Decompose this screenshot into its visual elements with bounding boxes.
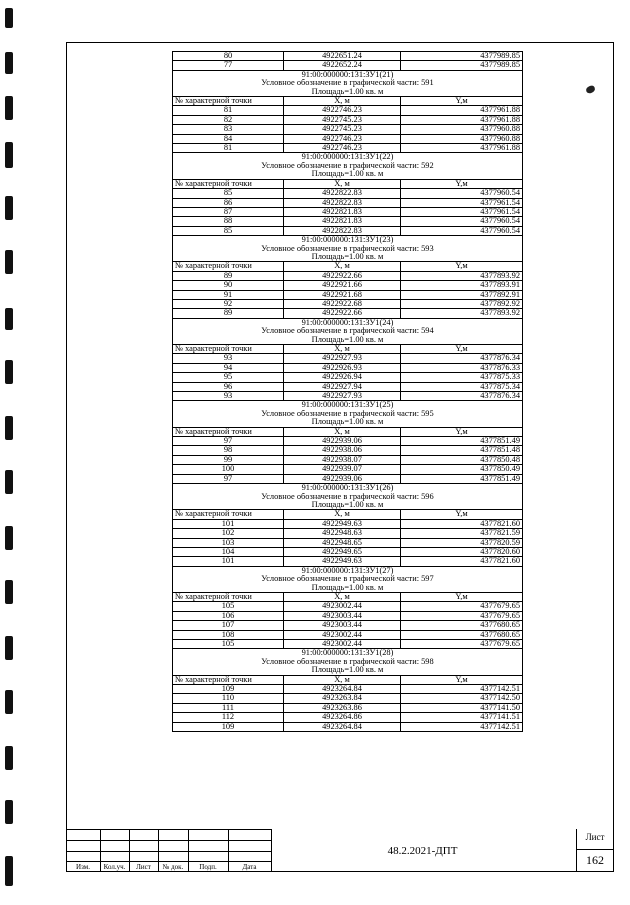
binding-mark xyxy=(5,52,13,74)
point-number-cell: 97 xyxy=(173,474,284,483)
column-header-row xyxy=(173,97,523,106)
sheet-number: 162 xyxy=(586,853,604,867)
section-heading-row xyxy=(173,336,523,345)
column-header-y: Y,м xyxy=(401,345,523,354)
table-row xyxy=(173,465,523,474)
cadastral-number: 91:00:000000:131:ЗУ1(22) xyxy=(173,153,523,162)
column-header-x: X, м xyxy=(284,675,401,684)
column-header-x: X, м xyxy=(284,345,401,354)
table-row xyxy=(173,207,523,216)
table-row xyxy=(173,538,523,547)
table-row xyxy=(173,685,523,694)
binding-mark xyxy=(5,856,13,886)
section-heading-row xyxy=(173,170,523,179)
table-row xyxy=(173,392,523,401)
point-number-cell: 84 xyxy=(173,134,284,143)
y-coordinate-cell: 4377679.65 xyxy=(401,611,523,620)
x-coordinate-cell: 4923003.44 xyxy=(284,621,401,630)
graphic-designation: Условное обозначение в графической части: 594 xyxy=(173,327,523,335)
area-value: Площадь=1.00 кв. м xyxy=(173,336,523,345)
binding-mark xyxy=(5,196,13,220)
section-heading-row xyxy=(173,566,523,575)
table-row xyxy=(173,106,523,115)
y-coordinate-cell: 4377961.88 xyxy=(401,144,523,153)
point-number-cell: 93 xyxy=(173,354,284,363)
binding-mark xyxy=(5,8,13,28)
y-coordinate-cell: 4377875.34 xyxy=(401,382,523,391)
table-row xyxy=(173,198,523,207)
point-number-cell: 91 xyxy=(173,290,284,299)
point-number-cell: 90 xyxy=(173,281,284,290)
y-coordinate-cell: 4377876.34 xyxy=(401,354,523,363)
column-header-row xyxy=(173,675,523,684)
column-header-row xyxy=(173,427,523,436)
point-number-cell: 106 xyxy=(173,611,284,620)
table-row xyxy=(173,446,523,455)
graphic-designation: Условное обозначение в графической части: 592 xyxy=(173,162,523,170)
column-header-y: Y,м xyxy=(401,179,523,188)
y-coordinate-cell: 4377960.54 xyxy=(401,217,523,226)
point-number-cell: 99 xyxy=(173,455,284,464)
column-header-y: Y,м xyxy=(401,262,523,271)
y-coordinate-cell: 4377679.65 xyxy=(401,640,523,649)
column-header-point: № характерной точки xyxy=(173,592,284,601)
x-coordinate-cell: 4922821.83 xyxy=(284,207,401,216)
table-row xyxy=(173,354,523,363)
x-coordinate-cell: 4922745.23 xyxy=(284,125,401,134)
column-header-row xyxy=(173,592,523,601)
section-heading-row xyxy=(173,253,523,262)
point-number-cell: 96 xyxy=(173,382,284,391)
y-coordinate-cell: 4377680.65 xyxy=(401,630,523,639)
point-number-cell: 104 xyxy=(173,547,284,556)
binding-mark xyxy=(5,250,13,274)
y-coordinate-cell: 4377142.51 xyxy=(401,722,523,731)
table-row xyxy=(173,621,523,630)
title-block xyxy=(66,829,614,872)
point-number-cell: 95 xyxy=(173,373,284,382)
x-coordinate-cell: 4922938.06 xyxy=(284,446,401,455)
x-coordinate-cell: 4922746.23 xyxy=(284,106,401,115)
title-block-label-signature: Подп. xyxy=(199,863,217,871)
point-number-cell: 101 xyxy=(173,557,284,566)
table-row xyxy=(173,529,523,538)
column-header-point: № характерной точки xyxy=(173,179,284,188)
point-number-cell: 97 xyxy=(173,437,284,446)
y-coordinate-cell: 4377961.88 xyxy=(401,106,523,115)
table-row xyxy=(173,271,523,280)
point-number-cell: 94 xyxy=(173,363,284,372)
section-heading-row xyxy=(173,418,523,427)
area-value: Площадь=1.00 кв. м xyxy=(173,584,523,593)
graphic-designation: Условное обозначение в графической части: 598 xyxy=(173,658,523,666)
table-row xyxy=(173,474,523,483)
binding-mark xyxy=(5,360,13,384)
table-row xyxy=(173,115,523,124)
binding-mark xyxy=(5,308,13,330)
section-heading-row xyxy=(173,162,523,170)
section-heading-row xyxy=(173,79,523,87)
binding-mark xyxy=(5,96,13,120)
section-heading-row xyxy=(173,584,523,593)
x-coordinate-cell: 4922927.94 xyxy=(284,382,401,391)
table-row xyxy=(173,61,523,70)
x-coordinate-cell: 4922948.65 xyxy=(284,538,401,547)
y-coordinate-cell: 4377876.34 xyxy=(401,392,523,401)
table-row xyxy=(173,713,523,722)
y-coordinate-cell: 4377141.50 xyxy=(401,703,523,712)
table-row xyxy=(173,519,523,528)
x-coordinate-cell: 4923002.44 xyxy=(284,602,401,611)
table-row xyxy=(173,437,523,446)
y-coordinate-cell: 4377142.50 xyxy=(401,694,523,703)
binding-mark xyxy=(5,580,13,604)
column-header-y: Y,м xyxy=(401,675,523,684)
point-number-cell: 93 xyxy=(173,392,284,401)
point-number-cell: 87 xyxy=(173,207,284,216)
table-row xyxy=(173,144,523,153)
binding-mark xyxy=(5,470,13,494)
y-coordinate-cell: 4377960.88 xyxy=(401,125,523,134)
section-heading-row xyxy=(173,318,523,327)
area-value: Площадь=1.00 кв. м xyxy=(173,88,523,97)
x-coordinate-cell: 4922949.65 xyxy=(284,547,401,556)
section-heading-row xyxy=(173,410,523,418)
y-coordinate-cell: 4377850.48 xyxy=(401,455,523,464)
table-row xyxy=(173,363,523,372)
x-coordinate-cell: 4922821.83 xyxy=(284,217,401,226)
point-number-cell: 77 xyxy=(173,61,284,70)
point-number-cell: 81 xyxy=(173,144,284,153)
title-block-label-doc-number: № док. xyxy=(162,863,184,871)
graphic-designation: Условное обозначение в графической части: 596 xyxy=(173,493,523,501)
table-row xyxy=(173,455,523,464)
title-block-label-change: Изм. xyxy=(76,863,90,871)
section-heading-row xyxy=(173,88,523,97)
y-coordinate-cell: 4377892.91 xyxy=(401,290,523,299)
table-row xyxy=(173,281,523,290)
cadastral-number: 91:00:000000:131:ЗУ1(23) xyxy=(173,236,523,245)
y-coordinate-cell: 4377893.91 xyxy=(401,281,523,290)
x-coordinate-cell: 4923264.86 xyxy=(284,713,401,722)
binding-mark xyxy=(5,416,13,440)
x-coordinate-cell: 4922949.63 xyxy=(284,519,401,528)
section-heading-row xyxy=(173,649,523,658)
graphic-designation: Условное обозначение в графической части: 597 xyxy=(173,575,523,583)
table-row xyxy=(173,52,523,61)
y-coordinate-cell: 4377820.59 xyxy=(401,538,523,547)
section-heading-row xyxy=(173,401,523,410)
y-coordinate-cell: 4377851.49 xyxy=(401,437,523,446)
y-coordinate-cell: 4377850.49 xyxy=(401,465,523,474)
section-heading-row xyxy=(173,575,523,583)
column-header-x: X, м xyxy=(284,592,401,601)
point-number-cell: 110 xyxy=(173,694,284,703)
column-header-x: X, м xyxy=(284,179,401,188)
y-coordinate-cell: 4377893.92 xyxy=(401,271,523,280)
y-coordinate-cell: 4377851.48 xyxy=(401,446,523,455)
x-coordinate-cell: 4923002.44 xyxy=(284,640,401,649)
point-number-cell: 111 xyxy=(173,703,284,712)
x-coordinate-cell: 4922939.06 xyxy=(284,474,401,483)
point-number-cell: 80 xyxy=(173,52,284,61)
table-row xyxy=(173,722,523,731)
x-coordinate-cell: 4922939.07 xyxy=(284,465,401,474)
section-heading-row xyxy=(173,236,523,245)
column-header-y: Y,м xyxy=(401,510,523,519)
y-coordinate-cell: 4377961.88 xyxy=(401,115,523,124)
sheet-label: Лист xyxy=(585,832,605,842)
point-number-cell: 89 xyxy=(173,309,284,318)
section-heading-row xyxy=(173,493,523,501)
point-number-cell: 105 xyxy=(173,640,284,649)
table-row xyxy=(173,694,523,703)
section-heading-row xyxy=(173,658,523,666)
column-header-point: № характерной точки xyxy=(173,262,284,271)
cadastral-number: 91:00:000000:131:ЗУ1(28) xyxy=(173,649,523,658)
x-coordinate-cell: 4923263.86 xyxy=(284,703,401,712)
y-coordinate-cell: 4377141.51 xyxy=(401,713,523,722)
point-number-cell: 82 xyxy=(173,115,284,124)
binding-mark xyxy=(5,690,13,714)
binding-mark xyxy=(5,636,13,660)
column-header-point: № характерной точки xyxy=(173,345,284,354)
y-coordinate-cell: 4377892.92 xyxy=(401,299,523,308)
column-header-point: № характерной точки xyxy=(173,675,284,684)
y-coordinate-cell: 4377875.33 xyxy=(401,373,523,382)
x-coordinate-cell: 4922746.23 xyxy=(284,134,401,143)
x-coordinate-cell: 4923264.84 xyxy=(284,685,401,694)
column-header-point: № характерной точки xyxy=(173,510,284,519)
column-header-point: № характерной точки xyxy=(173,427,284,436)
y-coordinate-cell: 4377821.60 xyxy=(401,519,523,528)
y-coordinate-cell: 4377821.60 xyxy=(401,557,523,566)
x-coordinate-cell: 4922651.24 xyxy=(284,52,401,61)
x-coordinate-cell: 4923264.84 xyxy=(284,722,401,731)
point-number-cell: 85 xyxy=(173,226,284,235)
x-coordinate-cell: 4923003.44 xyxy=(284,611,401,620)
section-heading-row xyxy=(173,153,523,162)
point-number-cell: 108 xyxy=(173,630,284,639)
table-row xyxy=(173,382,523,391)
point-number-cell: 83 xyxy=(173,125,284,134)
column-header-row xyxy=(173,510,523,519)
y-coordinate-cell: 4377989.85 xyxy=(401,52,523,61)
y-coordinate-cell: 4377960.88 xyxy=(401,134,523,143)
column-header-y: Y,м xyxy=(401,592,523,601)
column-header-x: X, м xyxy=(284,97,401,106)
table-row xyxy=(173,373,523,382)
binding-mark xyxy=(5,526,13,550)
table-row xyxy=(173,547,523,556)
area-value: Площадь=1.00 кв. м xyxy=(173,418,523,427)
title-block-label-sheet: Лист xyxy=(136,863,151,871)
point-number-cell: 102 xyxy=(173,529,284,538)
column-header-row xyxy=(173,262,523,271)
binding-mark xyxy=(5,746,13,770)
column-header-y: Y,м xyxy=(401,427,523,436)
cadastral-number: 91:00:000000:131:ЗУ1(27) xyxy=(173,566,523,575)
table-row xyxy=(173,134,523,143)
point-number-cell: 100 xyxy=(173,465,284,474)
point-number-cell: 105 xyxy=(173,602,284,611)
table-row xyxy=(173,290,523,299)
document-code: 48.2.2021-ДПТ xyxy=(387,845,458,857)
section-heading-row xyxy=(173,501,523,510)
table-row xyxy=(173,299,523,308)
graphic-designation: Условное обозначение в графической части: 595 xyxy=(173,410,523,418)
x-coordinate-cell: 4922822.83 xyxy=(284,198,401,207)
x-coordinate-cell: 4922745.23 xyxy=(284,115,401,124)
x-coordinate-cell: 4922927.93 xyxy=(284,392,401,401)
x-coordinate-cell: 4922922.68 xyxy=(284,299,401,308)
x-coordinate-cell: 4922948.63 xyxy=(284,529,401,538)
binding-mark xyxy=(5,800,13,824)
point-number-cell: 101 xyxy=(173,519,284,528)
y-coordinate-cell: 4377821.59 xyxy=(401,529,523,538)
area-value: Площадь=1.00 кв. м xyxy=(173,170,523,179)
x-coordinate-cell: 4922939.06 xyxy=(284,437,401,446)
table-row xyxy=(173,611,523,620)
x-coordinate-cell: 4922921.68 xyxy=(284,290,401,299)
cadastral-number: 91:00:000000:131:ЗУ1(21) xyxy=(173,70,523,79)
x-coordinate-cell: 4922746.23 xyxy=(284,144,401,153)
section-heading-row xyxy=(173,327,523,335)
x-coordinate-cell: 4923263.84 xyxy=(284,694,401,703)
table-row xyxy=(173,602,523,611)
binding-mark xyxy=(5,142,13,168)
section-heading-row xyxy=(173,245,523,253)
coordinates-table xyxy=(172,51,523,732)
y-coordinate-cell: 4377961.54 xyxy=(401,207,523,216)
point-number-cell: 92 xyxy=(173,299,284,308)
y-coordinate-cell: 4377960.54 xyxy=(401,226,523,235)
x-coordinate-cell: 4922822.83 xyxy=(284,226,401,235)
cadastral-number: 91:00:000000:131:ЗУ1(26) xyxy=(173,484,523,493)
column-header-x: X, м xyxy=(284,510,401,519)
cadastral-number: 91:00:000000:131:ЗУ1(24) xyxy=(173,318,523,327)
point-number-cell: 112 xyxy=(173,713,284,722)
table-row xyxy=(173,557,523,566)
y-coordinate-cell: 4377989.85 xyxy=(401,61,523,70)
x-coordinate-cell: 4922949.63 xyxy=(284,557,401,566)
title-block-label-date: Дата xyxy=(242,863,257,871)
column-header-row xyxy=(173,179,523,188)
column-header-y: Y,м xyxy=(401,97,523,106)
area-value: Площадь=1.00 кв. м xyxy=(173,253,523,262)
point-number-cell: 89 xyxy=(173,271,284,280)
table-row xyxy=(173,309,523,318)
point-number-cell: 98 xyxy=(173,446,284,455)
y-coordinate-cell: 4377679.65 xyxy=(401,602,523,611)
x-coordinate-cell: 4922926.94 xyxy=(284,373,401,382)
point-number-cell: 85 xyxy=(173,189,284,198)
table-row xyxy=(173,125,523,134)
point-number-cell: 107 xyxy=(173,621,284,630)
x-coordinate-cell: 4922921.66 xyxy=(284,281,401,290)
point-number-cell: 109 xyxy=(173,722,284,731)
table-row xyxy=(173,217,523,226)
area-value: Площадь=1.00 кв. м xyxy=(173,501,523,510)
x-coordinate-cell: 4923002.44 xyxy=(284,630,401,639)
point-number-cell: 86 xyxy=(173,198,284,207)
x-coordinate-cell: 4922652.24 xyxy=(284,61,401,70)
table-row xyxy=(173,703,523,712)
x-coordinate-cell: 4922927.93 xyxy=(284,354,401,363)
x-coordinate-cell: 4922922.66 xyxy=(284,271,401,280)
point-number-cell: 109 xyxy=(173,685,284,694)
column-header-x: X, м xyxy=(284,262,401,271)
column-header-row xyxy=(173,345,523,354)
table-row xyxy=(173,630,523,639)
point-number-cell: 81 xyxy=(173,106,284,115)
table-row xyxy=(173,189,523,198)
y-coordinate-cell: 4377680.65 xyxy=(401,621,523,630)
section-heading-row xyxy=(173,484,523,493)
cadastral-number: 91:00:000000:131:ЗУ1(25) xyxy=(173,401,523,410)
title-block-label-count: Кол.уч. xyxy=(103,863,126,871)
table-row xyxy=(173,226,523,235)
graphic-designation: Условное обозначение в графической части: 591 xyxy=(173,79,523,87)
y-coordinate-cell: 4377142.51 xyxy=(401,685,523,694)
y-coordinate-cell: 4377876.33 xyxy=(401,363,523,372)
y-coordinate-cell: 4377961.54 xyxy=(401,198,523,207)
x-coordinate-cell: 4922938.07 xyxy=(284,455,401,464)
point-number-cell: 88 xyxy=(173,217,284,226)
column-header-x: X, м xyxy=(284,427,401,436)
y-coordinate-cell: 4377820.60 xyxy=(401,547,523,556)
y-coordinate-cell: 4377851.49 xyxy=(401,474,523,483)
point-number-cell: 103 xyxy=(173,538,284,547)
section-heading-row xyxy=(173,70,523,79)
section-heading-row xyxy=(173,666,523,675)
x-coordinate-cell: 4922926.93 xyxy=(284,363,401,372)
column-header-point: № характерной точки xyxy=(173,97,284,106)
x-coordinate-cell: 4922822.83 xyxy=(284,189,401,198)
table-row xyxy=(173,640,523,649)
y-coordinate-cell: 4377960.54 xyxy=(401,189,523,198)
y-coordinate-cell: 4377893.92 xyxy=(401,309,523,318)
area-value: Площадь=1.00 кв. м xyxy=(173,666,523,675)
graphic-designation: Условное обозначение в графической части: 593 xyxy=(173,245,523,253)
x-coordinate-cell: 4922922.66 xyxy=(284,309,401,318)
